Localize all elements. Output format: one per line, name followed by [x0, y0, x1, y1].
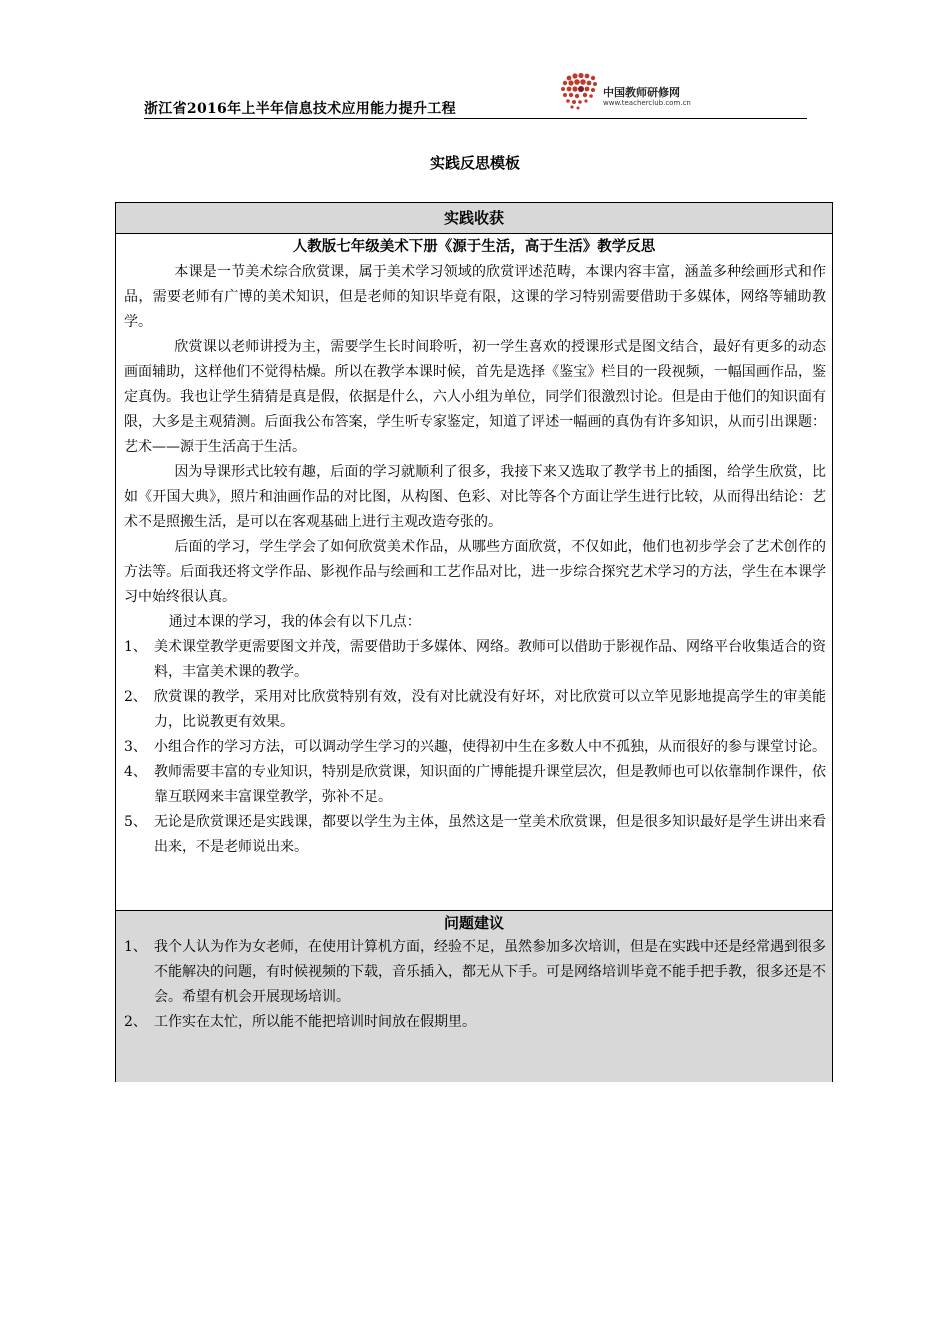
reflection-table: [115, 202, 833, 1082]
list-item: [124, 735, 826, 760]
list-number: 4、: [124, 764, 147, 780]
list-item: [124, 1010, 826, 1035]
list-item: [124, 635, 826, 685]
findings-intro: 通过本课的学习，我的体会有以下几点：: [168, 614, 421, 630]
section-heading-harvest: 实践收获: [116, 203, 832, 234]
list-text: 无论是欣赏课还是实践课，都要以学生为主体，虽然这是一堂美术欣赏课，但是很多知识最好是学生讲出来看出来，不是老师说出来。: [154, 814, 826, 855]
header-rule: [144, 118, 807, 119]
list-number: 3、: [124, 739, 147, 755]
list-number: 2、: [124, 1014, 147, 1030]
dot-flower-logo-icon: [559, 72, 605, 114]
harvest-body: [116, 260, 832, 860]
list-text: 教师需要丰富的专业知识，特别是欣赏课，知识面的广博能提升课堂层次，但是教师也可以依靠制作课件，依靠互联网来丰富课堂教学，弥补不足。: [154, 764, 826, 805]
suggestions-body: [116, 935, 832, 1035]
list-number: 5、: [124, 814, 147, 830]
paragraph: 后面的学习，学生学会了如何欣赏美术作品，从哪些方面欣赏，不仅如此，他们也初步学会了艺术创作的方法等。后面我还将文学作品、影视作品与绘画和工艺作品对比，进一步综合探究艺术学习的方法，学生在本课学习中始终很认真。: [124, 539, 826, 605]
list-item: [124, 760, 826, 810]
list-number: 2、: [124, 689, 147, 705]
section-heading-suggestions: 问题建议: [116, 911, 832, 935]
list-item: [124, 935, 826, 1010]
list-number: 1、: [124, 639, 147, 655]
list-item: [124, 685, 826, 735]
logo-url: www.teacherclub.com.cn: [603, 99, 691, 107]
lesson-title: 人教版七年级美术下册《源于生活，高于生活》教学反思: [292, 238, 656, 255]
list-text: 小组合作的学习方法，可以调动学生学习的兴趣，使得初中生在多数人中不孤独，从而很好的参与课堂讨论。: [154, 739, 826, 755]
list-text: 工作实在太忙，所以能不能把培训时间放在假期里。: [154, 1014, 476, 1030]
paragraph: 因为导课形式比较有趣，后面的学习就顺利了很多，我接下来又选取了教学书上的插图，给学生欣赏，比如《开国大典》，照片和油画作品的对比图，从构图、色彩、对比等各个方面让学生进行比较，从而得出结论：艺术不是照搬生活，是可以在客观基础上进行主观改造夸张的。: [124, 464, 826, 530]
logo-name: 中国教师研修网: [603, 86, 680, 99]
program-title: 浙江省2016年上半年信息技术应用能力提升工程: [144, 101, 456, 117]
list-text: 欣赏课的教学，采用对比欣赏特别有效，没有对比就没有好坏，对比欣赏可以立竿见影地提高学生的审美能力，比说教更有效果。: [154, 689, 826, 730]
paragraph: 欣赏课以老师讲授为主，需要学生长时间聆听，初一学生喜欢的授课形式是图文结合，最好有更多的动态画面辅助，这样他们不觉得枯燥。所以在教学本课时候，首先是选择《鉴宝》栏目的一段视频，一幅国画作品，鉴定真伪。我也让学生猜猜是真是假，依据是什么，六人小组为单位，同学们很激烈讨论。但是由于他们的知识面有限，大多是主观猜测。后面我公布答案，学生听专家鉴定，知道了评述一幅画的真伪有许多知识，从而引出课题：艺术——源于生活高于生活。: [124, 339, 826, 455]
list-item: [124, 810, 826, 860]
page-header: [144, 72, 807, 120]
document-title: 实践反思模板: [429, 154, 520, 172]
harvest-content: [116, 234, 832, 910]
list-number: 1、: [124, 939, 147, 955]
paragraph: 本课是一节美术综合欣赏课，属于美术学习领域的欣赏评述范畴，本课内容丰富，涵盖多种绘画形式和作品，需要老师有广博的美术知识，但是老师的知识毕竟有限，这课的学习特别需要借助于多媒体，网络等辅助教学。: [124, 264, 826, 330]
suggestions-section: [116, 910, 832, 1082]
list-text: 我个人认为作为女老师，在使用计算机方面，经验不足，虽然参加多次培训，但是在实践中还是经常遇到很多不能解决的问题，有时候视频的下载，音乐插入，都无从下手。可是网络培训毕竟不能手把手教，很多还是不会。希望有机会开展现场培训。: [154, 939, 826, 1005]
teacherclub-logo: [559, 72, 739, 116]
list-text: 美术课堂教学更需要图文并茂，需要借助于多媒体、网络。教师可以借助于影视作品、网络平台收集适合的资料，丰富美术课的教学。: [154, 639, 826, 680]
